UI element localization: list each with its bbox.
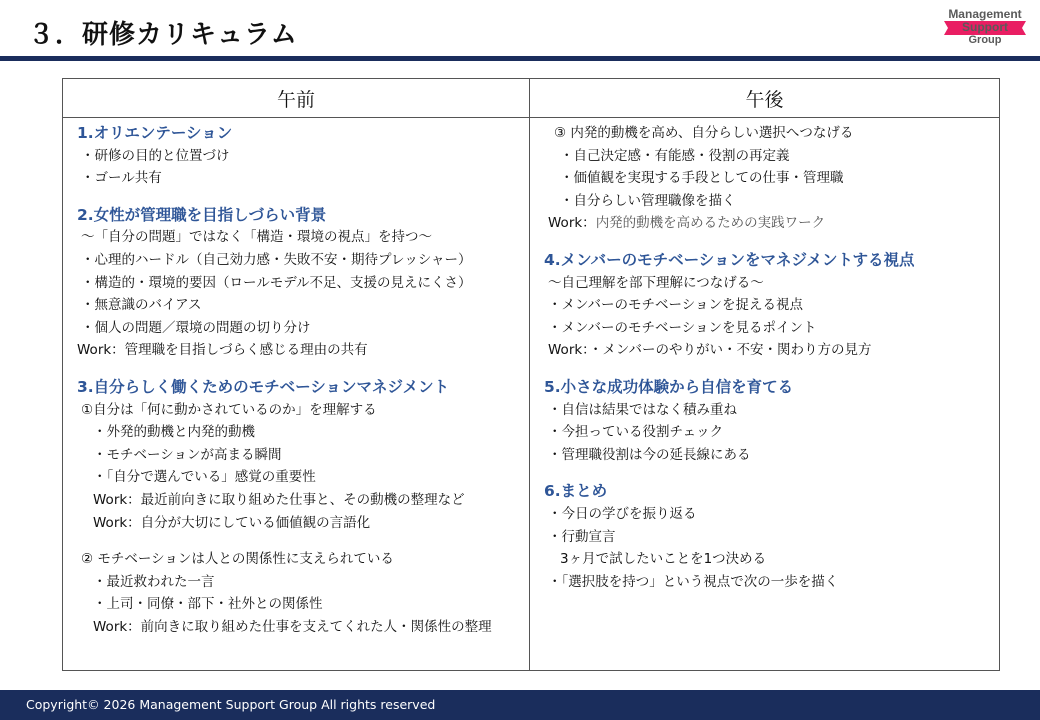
list-item: ・研修の目的と位置づけ [81,147,230,164]
logo-text-group: Group [968,34,1002,46]
section-subtitle: ～自己理解を部下理解につなげる～ [548,274,764,291]
column-header-pm: 午後 [530,79,1000,118]
section-title: 6.まとめ [544,482,608,501]
list-item-detail: 3ヶ月で試したいことを1つ決める [560,551,767,568]
work-item: Work：管理職を目指しづらく感じる理由の共有 [77,342,368,359]
section-title: 3.自分らしく働くためのモチベーションマネジメント [77,377,450,396]
list-item: ・今担っている役割チェック [548,424,724,441]
work-item: Work：・メンバーのやりがい・不安・関わり方の見方 [548,342,872,359]
list-item: ・モチベーションが高まる瞬間 [93,446,282,463]
section-title: 2.女性が管理職を目指しづらい背景 [77,205,327,224]
list-item: ・自分らしい管理職像を描く [560,192,736,209]
work-label: Work： [548,215,596,232]
list-item: ・構造的・環境的要因（ロールモデル不足、支援の見えにくさ） [81,274,472,291]
list-item: ・ゴール共有 [81,170,162,187]
footer-bar [0,690,1040,720]
work-item: Work：最近前向きに取り組めた仕事と、その動機の整理など [93,491,465,508]
list-item: ・「選択肢を持つ」という視点で次の一歩を描く [548,573,839,590]
list-item: ・自信は結果ではなく積み重ね [548,401,737,418]
list-item: ・心理的ハードル（自己効力感・失敗不安・期待プレッシャー） [81,251,472,268]
list-item: ・最近救われた一言 [93,573,215,590]
work-item: Work：自分が大切にしている価値観の言語化 [93,514,371,531]
list-item: ・今日の学びを振り返る [548,505,697,522]
section-title: 5.小さな成功体験から自信を育てる [544,377,794,396]
list-item: ・行動宣言 [548,528,616,545]
subsection-title: ③ 内発的動機を高め、自分らしい選択へつなげる [554,125,854,141]
page-title: ３．研修カリキュラム [28,20,298,50]
list-item: ・管理職役割は今の延長線にある [548,446,751,463]
subsection-title: ② モチベーションは人との関係性に支えられている [81,551,394,568]
logo-text-support: Support [962,20,1008,34]
list-item: ・自己決定感・有能感・役割の再定義 [560,147,790,164]
section-title: 1.オリエンテーション [77,124,233,142]
subsection-title: ①自分は「何に動かされているのか」を理解する [81,401,377,418]
section-subtitle: ～「自分の問題」ではなく「構造・環境の視点」を持つ～ [81,229,432,246]
column-header-am: 午前 [63,79,530,118]
list-item: ・個人の問題／環境の問題の切り分け [81,319,311,336]
curriculum-table [62,78,1000,671]
list-item: ・メンバーのモチベーションを見るポイント [548,319,817,336]
list-item: ・外発的動機と内発的動機 [93,424,255,441]
work-text: 内発的動機を高めるための実践ワーク [595,215,826,232]
am-cell [63,118,530,671]
company-logo [940,6,1030,50]
list-item: ・価値観を実現する手段としての仕事・管理職 [560,170,844,187]
section-title: 4.メンバーのモチベーションをマネジメントする視点 [544,250,915,269]
title-divider [0,56,1040,61]
list-item: ・「自分で選んでいる」感覚の重要性 [93,469,316,486]
copyright-text: Copyright© 2026 Management Support Group All rights reserved [26,697,436,712]
pm-cell [530,118,1000,671]
list-item: ・上司・同僚・部下・社外との関係性 [93,596,323,613]
list-item: ・メンバーのモチベーションを捉える視点 [548,297,804,314]
work-item [530,212,999,235]
list-item: ・無意識のバイアス [81,297,202,314]
work-item: Work：前向きに取り組めた仕事を支えてくれた人・関係性の整理 [93,618,492,635]
logo-text-management: Management [948,7,1022,21]
